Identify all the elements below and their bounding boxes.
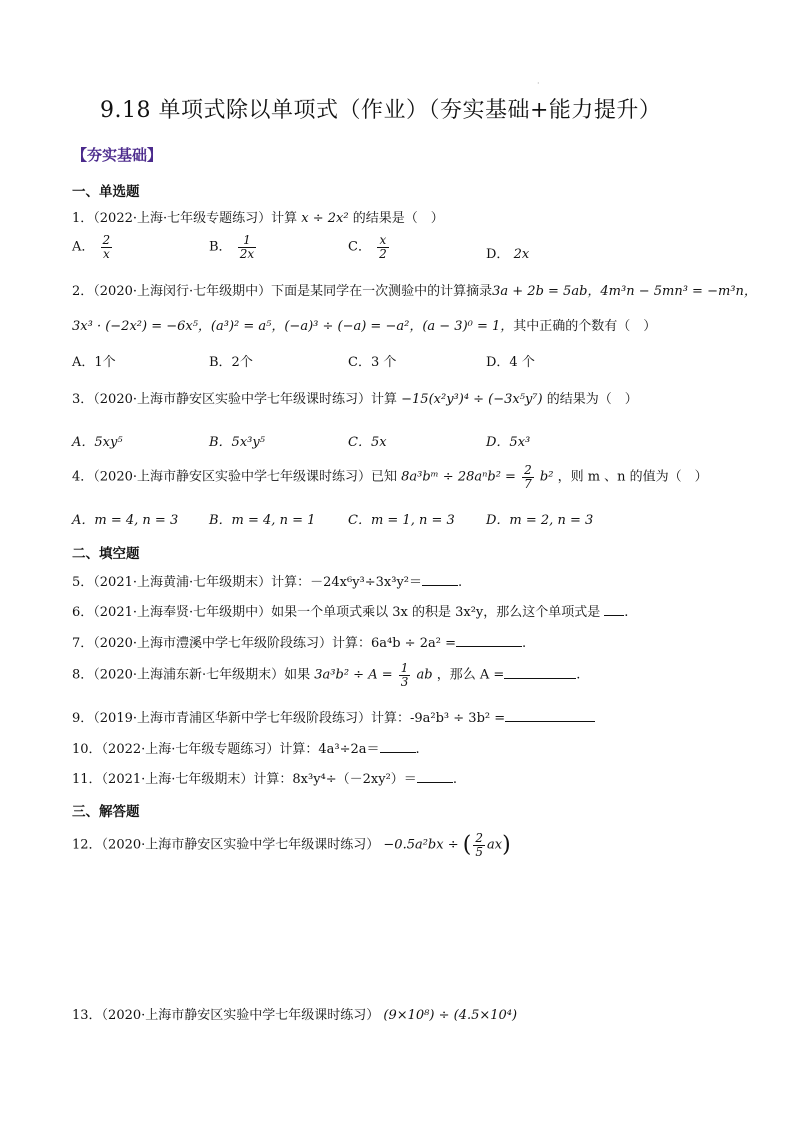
question-2-suffix: 其中正确的个数有（ ） [513, 319, 657, 334]
answer-blank[interactable] [456, 634, 522, 647]
denominator: 3 [400, 674, 409, 689]
answer-blank[interactable] [504, 666, 576, 679]
section-heading-single-choice: 一、单选题 [72, 184, 140, 200]
numerator: 1 [238, 234, 256, 248]
question-3-option-b: B．5x³y⁵ [209, 435, 265, 450]
denominator: 7 [524, 476, 532, 491]
question-2-line-1 [72, 280, 757, 299]
question-11-tail: . [452, 772, 457, 787]
question-11 [72, 768, 457, 787]
question-8-mid: ，那么 A = [436, 667, 505, 683]
question-5 [72, 571, 462, 590]
fraction [473, 832, 485, 858]
answer-blank[interactable] [422, 573, 458, 586]
question-2-math-1: 3a + 2b = 5ab，4m³n − 5mn³ = −m³n， [492, 284, 757, 299]
page-title: 9.18 单项式除以单项式（作业）（夯实基础+能力提升） [100, 98, 662, 123]
fraction [101, 234, 113, 260]
question-3-prefix: 3．（2020·上海市静安区实验中学七年级课时练习）计算 [72, 392, 397, 407]
question-4-option-d: D．m = 2, n = 3 [486, 513, 594, 528]
question-3-option-c: C．5x [348, 435, 387, 450]
question-12 [72, 832, 511, 858]
question-3-option-a: A．5xy⁵ [72, 435, 123, 450]
question-7 [72, 632, 526, 651]
question-8-text: 8．（2020·上海浦东新·七年级期末）如果 [72, 667, 311, 683]
section-tag: 【夯实基础】 [72, 146, 163, 164]
question-10-text: 10．（2022·上海·七年级专题练习）计算：4a³÷2a＝ [72, 742, 380, 757]
numerator: 2 [475, 831, 483, 845]
question-5-text: 5．（2021·上海黄浦·七年级期末）计算：－24x⁶y³÷3x³y²＝ [72, 575, 423, 590]
question-9 [72, 707, 595, 726]
option-label: A． [72, 239, 95, 255]
question-12-expr-tail: ax [487, 837, 503, 853]
question-7-tail: . [521, 636, 527, 651]
question-5-tail: . [458, 575, 463, 590]
option-label: B． [209, 239, 232, 255]
numerator: 1 [400, 661, 409, 675]
question-6 [72, 601, 628, 620]
question-10-tail: . [415, 742, 420, 757]
question-8-tail: . [576, 667, 581, 683]
question-6-text: 6．（2021·上海奉贤·七年级期中）如果一个单项式乘以 3x 的积是 3x²y，那么这个单项式是 [72, 605, 601, 620]
answer-blank[interactable] [380, 740, 416, 753]
right-paren: ) [502, 832, 511, 858]
question-4 [72, 464, 708, 490]
section-heading-solutions: 三、解答题 [72, 804, 140, 820]
question-2-option-d: D．4 个 [486, 355, 535, 370]
question-1-suffix: 的结果是（ ） [352, 211, 444, 226]
section-heading-fill-in: 二、填空题 [72, 546, 140, 562]
stray-dot: · [537, 79, 540, 88]
question-11-text: 11．（2021·上海·七年级期末）计算：8x³y⁴÷（－2xy²）＝ [72, 772, 417, 787]
option-label: C． [348, 239, 371, 255]
fraction [522, 464, 534, 490]
question-2-math-2: 3x³ · (−2x²) = −6x⁵，(a³)² = a⁵，(−a)³ ÷ (−a) = −a²，(a − 3)⁰ = 1， [72, 319, 514, 334]
question-4-expr: 8a³bᵐ ÷ 28aⁿb² = [401, 469, 516, 485]
denominator: 5 [475, 844, 483, 859]
numerator: 2 [524, 463, 532, 477]
question-1 [72, 207, 444, 226]
question-2-option-a: A．1个 [72, 355, 116, 370]
numerator: 2 [102, 233, 111, 247]
denominator: x [102, 246, 110, 261]
answer-blank[interactable] [604, 603, 624, 616]
question-12-text: 12．（2020·上海市静安区实验中学七年级课时练习） [72, 837, 380, 853]
question-6-tail: . [624, 605, 629, 620]
denominator: 2x [239, 246, 255, 261]
question-3-expr: −15(x²y³)⁴ ÷ (−3x⁵y⁷) [401, 392, 543, 407]
numerator: x [377, 234, 389, 248]
question-4-option-b: B．m = 4, n = 1 [209, 513, 316, 528]
question-1-prefix: 1．（2022·上海·七年级专题练习）计算 [72, 211, 298, 226]
question-4-option-c: C．m = 1, n = 3 [348, 513, 455, 528]
question-13-text: 13．（2020·上海市静安区实验中学七年级课时练习） [72, 1008, 380, 1023]
answer-blank[interactable] [505, 709, 595, 722]
question-1-option-b [209, 234, 258, 260]
question-1-expr: x ÷ 2x² [301, 211, 349, 226]
question-4-expr-tail: b² [539, 469, 554, 485]
question-4-prefix: 4．（2020·上海市静安区实验中学七年级课时练习）已知 [72, 469, 397, 485]
question-7-text: 7．（2020·上海市澧溪中学七年级阶段练习）计算：6a⁴b ÷ 2a² = [72, 636, 456, 651]
question-1-option-c [348, 234, 391, 260]
left-paren: ( [462, 832, 472, 858]
fraction [399, 662, 411, 688]
denominator: 2 [379, 246, 387, 261]
question-13-expr: (9×10⁸) ÷ (4.5×10⁴) [383, 1008, 518, 1023]
question-4-option-a: A．m = 4, n = 3 [72, 513, 179, 528]
question-1-option-d [486, 243, 529, 262]
question-3-suffix: 的结果为（ ） [546, 392, 638, 407]
option-value: 2x [513, 247, 530, 262]
question-3 [72, 388, 638, 407]
option-label: D． [486, 247, 510, 262]
question-8-expr: 3a³b² ÷ A = [314, 667, 393, 683]
answer-blank[interactable] [417, 770, 453, 783]
question-13 [72, 1004, 517, 1023]
question-8-expr-tail: ab [416, 667, 433, 683]
question-2-line-2 [72, 315, 656, 334]
fraction [238, 234, 256, 260]
fraction [377, 234, 389, 260]
question-12-expr: −0.5a²bx ÷ [383, 837, 459, 853]
question-3-option-d: D．5x³ [486, 435, 531, 450]
question-2-option-b: B．2个 [209, 355, 253, 370]
question-8 [72, 662, 580, 688]
question-10 [72, 738, 420, 757]
question-2-prefix: 2．（2020·上海闵行·七年级期中）下面是某同学在一次测验中的计算摘录 [72, 284, 493, 299]
question-1-option-a [72, 234, 114, 260]
question-9-text: 9．（2019·上海市青浦区华新中学七年级阶段练习）计算：-9a²b³ ÷ 3b² = [72, 711, 506, 726]
question-2-option-c: C．3 个 [348, 355, 397, 370]
question-4-suffix: ，则 m 、n 的值为（ ） [557, 469, 708, 485]
